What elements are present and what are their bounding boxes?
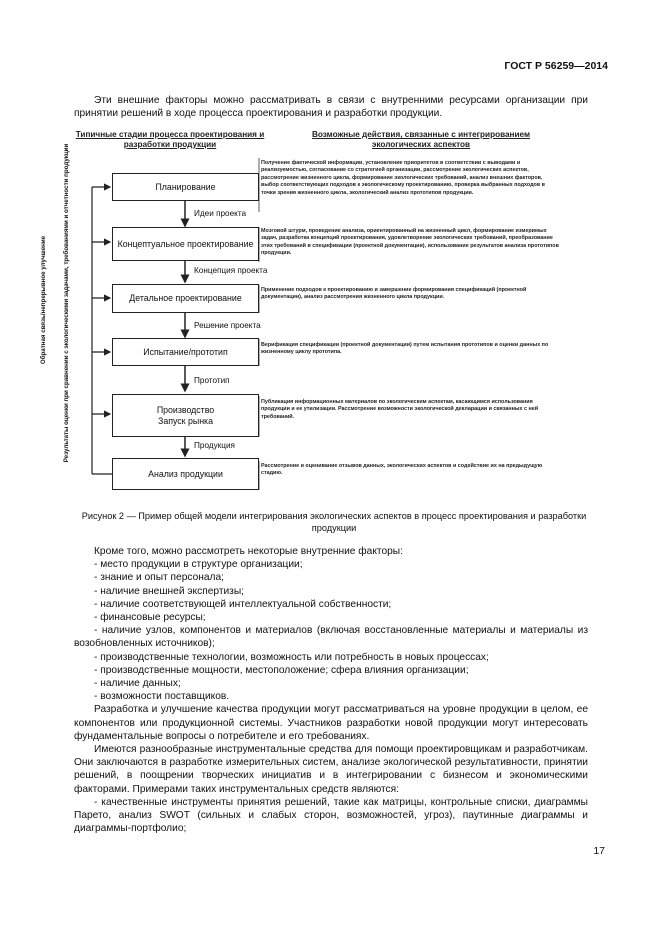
output-project-decision: Решение проекта bbox=[194, 321, 261, 330]
paragraph-tools: Имеются разнообразные инструментальные средства для помощи проектировщикам и разработчикам. Они заключаются в разработке измерительных систем, анализе экологической результативности, принятии решений, в поощрении творческих инициатив и в интегрировании с бизнесом и экономическими факторами. Примерами таких инструментальных средств являются: bbox=[74, 744, 588, 795]
action-conceptual-design: Мозговой штурм, проведение анализа, ориентированный на жизненный цикл, формирование измеримых задач, разработка концепций проектирования, удовлетворение экологических требований, преобразование этих требований в спецификации (проектной документации), использование результатов анализа прототипов продукции. bbox=[261, 228, 559, 257]
factor-item-5: - наличие узлов, компонентов и материалов (включая восстановленные материалы и материалы из возобновленных источников); bbox=[74, 625, 588, 650]
side-label-feedback: Обратная связь/непрерывное улучшение bbox=[40, 235, 47, 365]
right-column-heading: Возможные действия, связанные с интегрированием экологических аспектов bbox=[311, 130, 531, 149]
paragraph-internal-factors: Кроме того, можно рассмотреть некоторые внутренние факторы: bbox=[94, 546, 403, 557]
page-number: 17 bbox=[593, 845, 605, 857]
stage-production-launch: Производство Запуск рынка bbox=[112, 394, 259, 437]
paragraph-qualitative-tools: - качественные инструменты принятия решений, такие как матрицы, контрольные списки, диаграммы Парето, анализ SWOT (сильных и слабых сторон, возможностей, угроз), паутинные диаграммы и диаграммы-портфолио; bbox=[74, 796, 588, 835]
left-column-heading: Типичные стадии процесса проектирования и разработки продукции bbox=[75, 130, 265, 149]
intro-paragraph: Эти внешние факторы можно рассматривать в связи с внутренними ресурсами организации при принятии решений в ходе процесса проектирования и разработки продукции. bbox=[74, 95, 588, 120]
figure-caption: Рисунок 2 — Пример общей модели интегрирования экологических аспектов в процесс проектирования и разработки продукции bbox=[81, 511, 587, 533]
output-prototype: Прототип bbox=[194, 376, 230, 385]
action-review: Рассмотрение и оценивание отзывов данных, экологических аспектов и содействие их на предыдущую стадию. bbox=[261, 463, 543, 477]
body-text bbox=[74, 545, 588, 835]
standard-header: ГОСТ Р 56259—2014 bbox=[504, 60, 608, 72]
factor-item-0: - место продукции в структуре организации; bbox=[94, 559, 303, 571]
stage-testing-prototype: Испытание/прототип bbox=[112, 338, 259, 366]
action-production: Публикация информационных материалов по экологическим аспектам, касающимся использования продукции и ее утилизации. Рассмотрение возможности экологической декларации и связанных с ней требований. bbox=[261, 399, 539, 420]
stage-planning: Планирование bbox=[112, 173, 259, 201]
factor-item-7: - производственные мощности, местоположение; сфера влияния организации; bbox=[94, 664, 469, 676]
action-planning: Получение фактической информации, установление приоритетов в соответствии с выводами и реализуемостью, согласование со стратегией организации, рассмотрение экологических аспектов, рассмотрение жизненного цикла, формирование экологических требований, анализ внешних факторов, выбор соответствующих подходов к экологическому проектированию, проверка выбранных подходов в точки зрения жизненного цикла, экологический анализ прототипов продукции. bbox=[261, 160, 545, 196]
factor-item-4: - финансовые ресурсы; bbox=[94, 612, 206, 624]
output-product: Продукция bbox=[194, 441, 235, 450]
factor-item-9: - возможности поставщиков. bbox=[94, 691, 230, 703]
paragraph-development: Разработка и улучшение качества продукции могут рассматриваться на уровне продукции в целом, ее компонентов или продукционной системы. Участников разработки новой продукции могут интересовать фундаментальные вопросы о потребителе и его требованиях. bbox=[74, 704, 588, 742]
stage-detailed-design: Детальное проектирование bbox=[112, 284, 259, 313]
action-detailed-design: Применение подходов к проектированию и завершение формирования спецификаций (проектной документации), анализ рассмотрения жизненного цикла продукции. bbox=[261, 287, 527, 301]
output-project-concept: Концепция проекта bbox=[194, 266, 268, 275]
factor-item-8: - наличие данных; bbox=[94, 678, 181, 690]
factor-item-6: - производственные технологии, возможность или потребность в новых процессах; bbox=[94, 651, 489, 663]
factor-item-1: - знание и опыт персонала; bbox=[94, 572, 224, 584]
action-testing: Верификация спецификации (проектной документации) путем испытания прототипов и оценки данных по жизненному циклу прототипа. bbox=[261, 342, 549, 356]
factor-item-2: - наличие внешней экспертизы; bbox=[94, 585, 245, 597]
output-project-ideas: Идеи проекта bbox=[194, 209, 247, 218]
stage-conceptual-design: Концептуальное проектирование bbox=[112, 227, 259, 261]
side-label-evaluation: Результаты оценки при сравнении с экологическими задачами, требованиями и отчетности продукции bbox=[63, 143, 70, 463]
stage-product-review: Анализ продукции bbox=[112, 458, 259, 490]
factor-item-3: - наличие соответствующей интеллектуальной собственности; bbox=[94, 598, 392, 610]
